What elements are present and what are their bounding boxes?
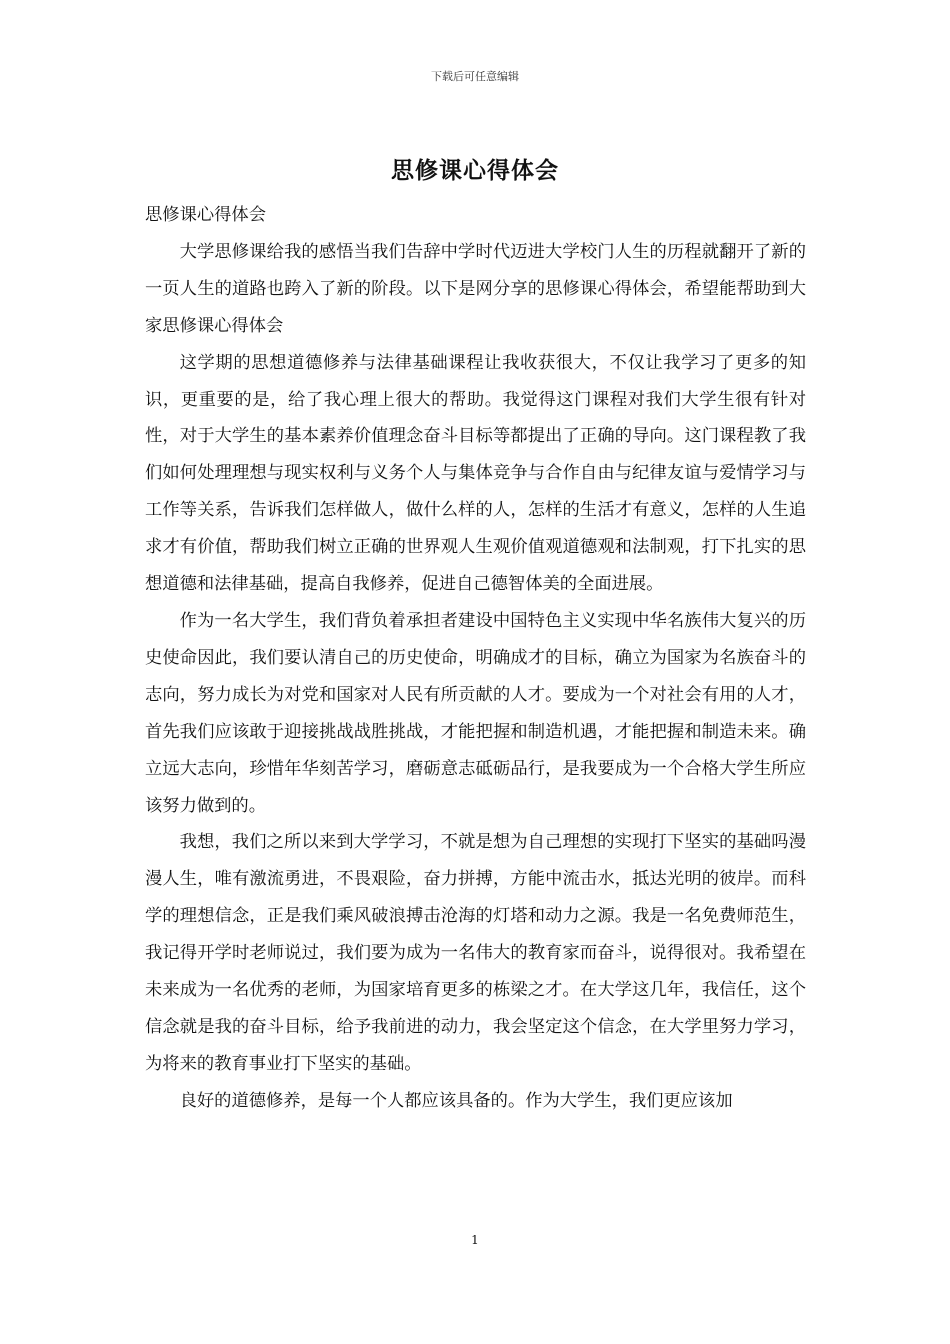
paragraph: 我想，我们之所以来到大学学习，不就是想为自己理想的实现打下坚实的基础吗漫漫人生，唯有激流勇进，不畏艰险，奋力拼搏，方能中流击水，抵达光明的彼岸。而科学的理想信念，正是我们乘风破浪搏击沧海的灯塔和动力之源。我是一名免费师范生，我记得开学时老师说过，我们要为成为一名伟大的教育家而奋斗，说得很对。我希望在未来成为一名优秀的老师，为国家培育更多的栋梁之才。在大学这几年，我信任，这个信念就是我的奋斗目标，给予我前进的动力，我会坚定这个信念，在大学里努力学习，为将来的教育事业打下坚实的基础。	[145, 832, 806, 1074]
document-subtitle: 思修课心得体会	[145, 205, 266, 225]
paragraph: 良好的道德修养，是每一个人都应该具备的。作为大学生，我们更应该加	[179, 1090, 733, 1111]
page-number: 1	[471, 1233, 479, 1247]
document-body	[145, 197, 806, 1120]
paragraph: 作为一名大学生，我们背负着承担者建设中国特色主义实现中华名族伟大复兴的历史使命因此，我们要认清自己的历史使命，明确成才的目标，确立为国家为名族奋斗的志向，努力成长为对党和国家对人民有所贡献的人才。要成为一个对社会有用的人才，首先我们应该敢于迎接挑战战胜挑战，才能把握和制造机遇，才能把握和制造未来。确立远大志向，珍惜年华刻苦学习，磨砺意志砥砺品行，是我要成为一个合格大学生所应该努力做到的。	[145, 610, 806, 816]
document-title: 思修课心得体会	[391, 157, 559, 184]
paragraph: 大学思修课给我的感悟当我们告辞中学时代迈进大学校门人生的历程就翻开了新的一页人生的道路也跨入了新的阶段。以下是网分享的思修课心得体会，希望能帮助到大家思修课心得体会	[145, 241, 806, 336]
header-note: 下载后可任意编辑	[431, 70, 519, 83]
paragraph: 这学期的思想道德修养与法律基础课程让我收获很大，不仅让我学习了更多的知识，更重要的是，给了我心理上很大的帮助。我觉得这门课程对我们大学生很有针对性，对于大学生的基本素养价值理念奋斗目标等都提出了正确的导向。这门课程教了我们如何处理理想与现实权利与义务个人与集体竞争与合作自由与纪律友谊与爱情学习与工作等关系，告诉我们怎样做人，做什么样的人，怎样的生活才有意义，怎样的人生追求才有价值，帮助我们树立正确的世界观人生观价值观道德观和法制观，打下扎实的思想道德和法律基础，提高自我修养，促进自己德智体美的全面进展。	[145, 352, 806, 595]
